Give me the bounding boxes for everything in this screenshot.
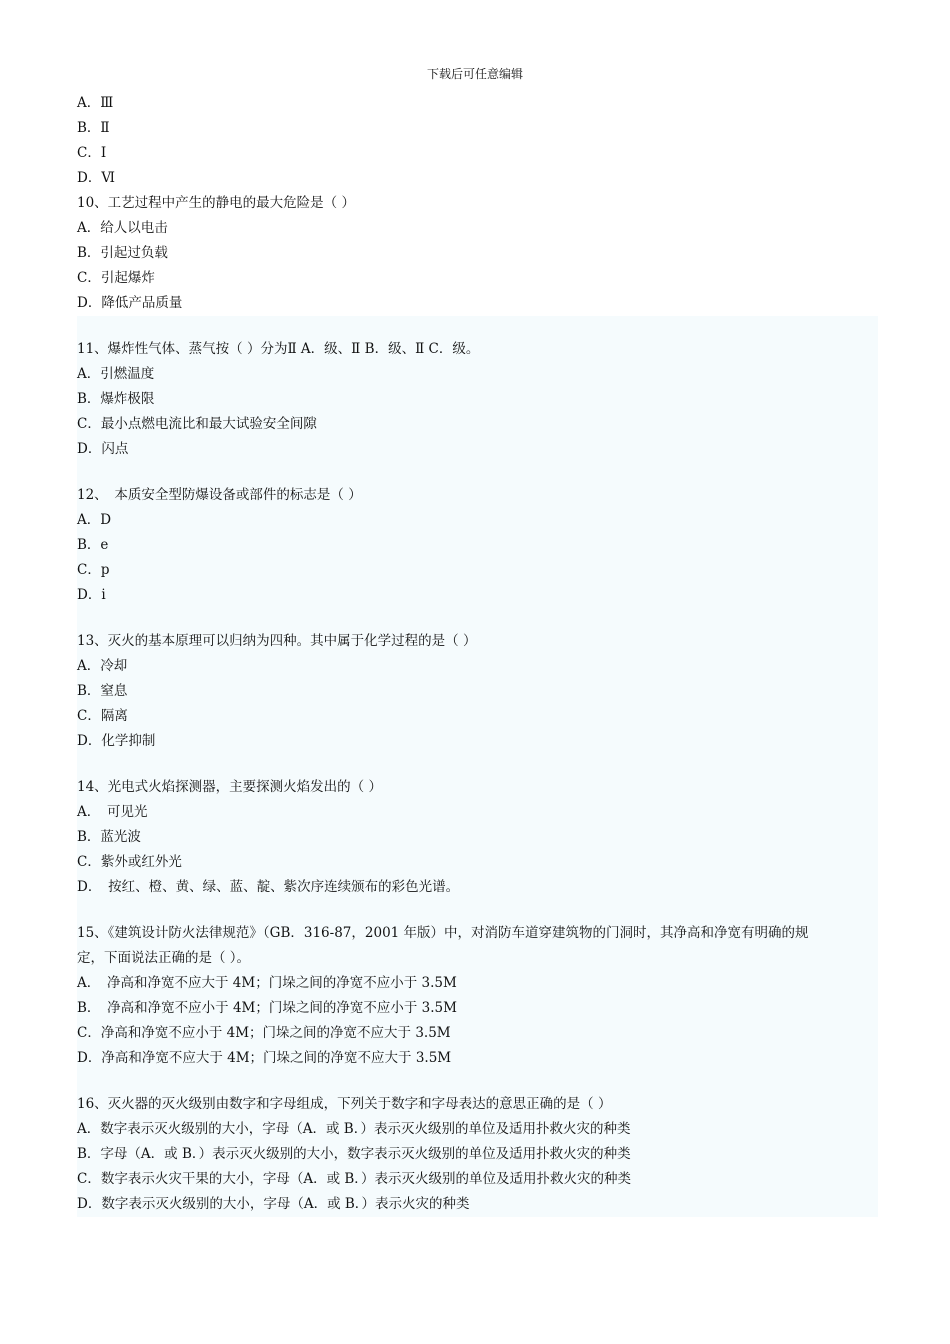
option-c: C．引起爆炸 [77,270,155,286]
question-16 [77,1092,878,1217]
option-d: D．闪点 [77,441,129,457]
option-b: B．e [77,537,109,553]
question-stem: 14、光电式火焰探测器，主要探测火焰发出的（ ） [77,779,382,795]
option-d: D．化学抑制 [77,733,156,749]
option-a: A． 可见光 [77,804,148,820]
option-d: D．Ⅵ [77,170,115,186]
question-12 [77,483,878,608]
option-c: C．最小点燃电流比和最大试验安全间隙 [77,416,317,432]
question-stem-line-1: 15、《建筑设计防火法律规范》（GB．316-87，2001 年版）中，对消防车道穿建筑物的门洞时，其净高和净宽有明确的规 [77,925,809,941]
question-15 [77,921,878,1071]
option-d: D．数字表示灭火级别的大小，字母（A．或 B．）表示火灾的种类 [77,1196,470,1212]
question-stem: 16、灭火器的灭火级别由数字和字母组成，下列关于数字和字母表达的意思正确的是（ ） [77,1096,612,1112]
question-stem: 10、工艺过程中产生的静电的最大危险是（ ） [77,195,355,211]
option-b: B．爆炸极限 [77,391,155,407]
option-b: B．引起过负载 [77,245,168,261]
question-13 [77,629,878,754]
option-d: D．i [77,587,106,603]
question-10 [77,191,878,316]
question-11 [77,337,878,462]
option-b: B．蓝光波 [77,829,141,845]
option-c: C．数字表示火灾干果的大小，字母（A．或 B．）表示灭火级别的单位及适用扑救火灾的种类 [77,1171,632,1187]
option-d: D．降低产品质量 [77,295,183,311]
option-c: C．p [77,562,110,578]
page-header: 下载后可任意编辑 [426,67,523,81]
question-9-options [77,91,878,191]
option-a: A．冷却 [77,658,128,674]
option-a: A．给人以电击 [77,220,168,236]
option-c: C．Ⅰ [77,145,107,161]
question-stem: 11、爆炸性气体、蒸气按（ ）分为Ⅱ A．级、Ⅱ B．级、Ⅱ C．级。 [77,341,480,357]
option-a: A．引燃温度 [77,366,155,382]
option-a: A．数字表示灭火级别的大小，字母（A．或 B．）表示灭火级别的单位及适用扑救火灾的种类 [77,1121,631,1137]
option-c: C．隔离 [77,708,128,724]
option-a: A． 净高和净宽不应大于 4M；门垛之间的净宽不应小于 3.5M [77,975,457,991]
option-d: D．净高和净宽不应大于 4M；门垛之间的净宽不应大于 3.5M [77,1050,452,1066]
option-b: B．Ⅱ [77,120,110,136]
document-body [77,91,878,1217]
question-stem: 12、 本质安全型防爆设备或部件的标志是（ ） [77,487,362,503]
option-d: D． 按红、橙、黄、绿、蓝、靛、紫次序连续颁布的彩色光谱。 [77,879,460,895]
option-b: B．字母（A．或 B．）表示灭火级别的大小，数字表示灭火级别的单位及适用扑救火灾的种类 [77,1146,631,1162]
shaded-question-area [77,316,878,1217]
option-a: A．D [77,512,112,528]
question-14 [77,775,878,900]
question-stem-line-2: 定，下面说法正确的是（ ）。 [77,950,251,966]
option-a: A．Ⅲ [77,95,114,111]
option-b: B． 净高和净宽不应小于 4M；门垛之间的净宽不应小于 3.5M [77,1000,457,1016]
option-b: B．窒息 [77,683,128,699]
option-c: C．紫外或红外光 [77,854,182,870]
question-stem: 13、灭火的基本原理可以归纳为四种。其中属于化学过程的是（ ） [77,633,477,649]
option-c: C．净高和净宽不应小于 4M；门垛之间的净宽不应大于 3.5M [77,1025,451,1041]
